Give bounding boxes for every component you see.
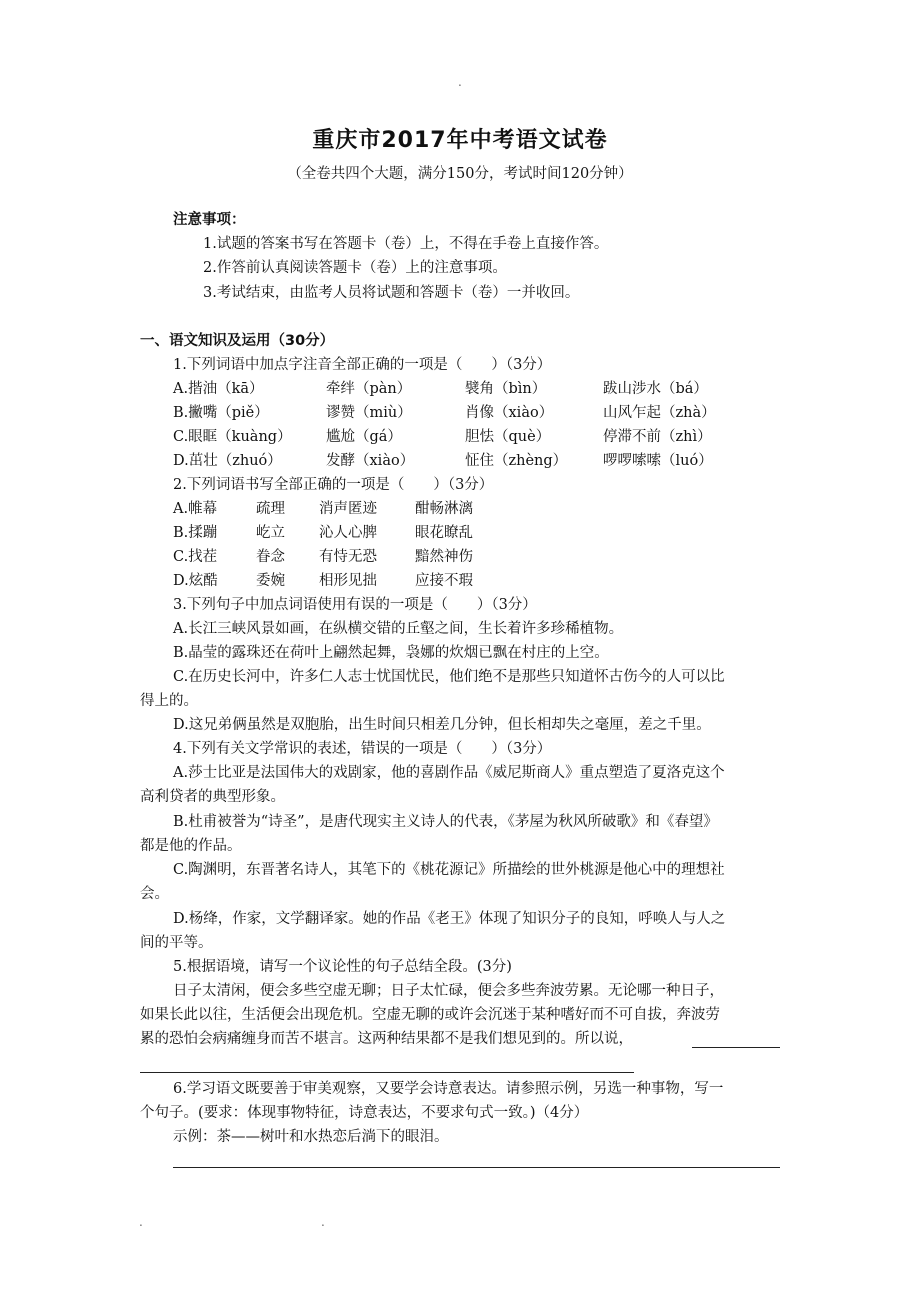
section-heading: 一、语文知识及运用（30分） xyxy=(140,333,335,349)
option-term: A.帷幕 xyxy=(173,501,218,517)
question-4-option-a-cont: 高利贷者的典型形象。 xyxy=(140,789,285,805)
question-6-example: 示例：茶——树叶和水热恋后淌下的眼泪。 xyxy=(173,1129,449,1145)
option-term: 委婉 xyxy=(256,573,285,589)
option-term: B.揉蹦 xyxy=(173,525,218,541)
option-term: 消声匿迹 xyxy=(319,501,377,517)
option-term: C.眼眶（kuàng） xyxy=(173,429,292,445)
question-2-stem: 2.下列词语书写全部正确的一项是（ ）（3分） xyxy=(173,477,494,493)
option-term: 酣畅淋漓 xyxy=(415,501,473,517)
question-5-passage: 累的恐怕会病痛缠身而苦不堪言。这两种结果都不是我们想见到的。所以说， xyxy=(140,1031,633,1047)
exam-title: 重庆市2017年中考语文试卷 xyxy=(312,128,608,153)
question-6-stem: 6.学习语文既要善于审美观察，又要学会诗意表达。请参照示例，另选一种事物，写一 xyxy=(173,1081,724,1097)
answer-line[interactable] xyxy=(140,1072,634,1073)
option-term: 黯然神伤 xyxy=(415,549,473,565)
option-term: 牵绊（pàn） xyxy=(326,381,412,397)
notice-item: 2.作答前认真阅读答题卡（卷）上的注意事项。 xyxy=(203,260,507,276)
header-dot: . xyxy=(458,75,462,89)
option-term: 襞角（bìn） xyxy=(465,381,547,397)
question-6-stem-cont: 个句子。(要求：体现事物特征，诗意表达，不要求句式一致。)（4分） xyxy=(140,1105,589,1121)
footer-dot: . xyxy=(321,1215,325,1229)
question-3-option-c-cont: 得上的。 xyxy=(140,693,198,709)
answer-line[interactable] xyxy=(692,1047,780,1048)
question-5-passage: 如果长此以往，生活便会出现危机。空虚无聊的或许会沉迷于某种嗜好而不可自拔，奔波劳 xyxy=(140,1007,720,1023)
footer-dot: . xyxy=(139,1215,143,1229)
notice-item: 1.试题的答案书写在答题卡（卷）上，不得在手卷上直接作答。 xyxy=(203,236,609,252)
question-3-stem: 3.下列句子中加点词语使用有误的一项是（ ）（3分） xyxy=(173,597,537,613)
answer-line[interactable] xyxy=(173,1167,780,1168)
option-term: 疏理 xyxy=(256,501,285,517)
option-term: 相形见拙 xyxy=(319,573,377,589)
question-4-stem: 4.下列有关文学常识的表述，错误的一项是（ ）（3分） xyxy=(173,741,552,757)
option-term: B.撇嘴（piě） xyxy=(173,405,269,421)
option-term: 停滞不前（zhì） xyxy=(603,429,712,445)
option-term: A.揩油（kā） xyxy=(173,381,264,397)
notice-item: 3.考试结束，由监考人员将试题和答题卡（卷）一并收回。 xyxy=(203,285,580,301)
option-term: 有恃无恐 xyxy=(319,549,377,565)
question-3-option-d: D.这兄弟俩虽然是双胞胎，出生时间只相差几分钟，但长相却失之毫厘，差之千里。 xyxy=(173,717,711,733)
question-3-option-a: A.长江三峡风景如画，在纵横交错的丘壑之间，生长着许多珍稀植物。 xyxy=(173,621,624,637)
question-5-stem: 5.根据语境，请写一个议论性的句子总结全段。(3分) xyxy=(173,959,512,975)
option-term: 尴尬（gá） xyxy=(326,429,402,445)
question-4-option-b-cont: 都是他的作品。 xyxy=(140,838,242,854)
option-term: D.炫酷 xyxy=(173,573,218,589)
option-term: 肖像（xiào） xyxy=(465,405,554,421)
option-term: D.茁壮（zhuó） xyxy=(173,453,282,469)
option-term: 山风乍起（zhà） xyxy=(603,405,716,421)
option-term: 发酵（xiào） xyxy=(326,453,415,469)
question-4-option-c: C.陶渊明，东晋著名诗人，其笔下的《桃花源记》所描绘的世外桃源是他心中的理想社 xyxy=(173,862,725,878)
option-term: 跋山涉水（bá） xyxy=(603,381,708,397)
question-4-option-b: B.杜甫被誉为“诗圣”，是唐代现实主义诗人的代表，《茅屋为秋风所破歌》和《春望》 xyxy=(173,814,718,830)
exam-subtitle: （全卷共四个大题，满分150分，考试时间120分钟） xyxy=(287,166,633,182)
option-term: C.找茬 xyxy=(173,549,218,565)
option-term: 谬赞（miù） xyxy=(326,405,412,421)
question-4-option-c-cont: 会。 xyxy=(140,886,169,902)
question-3-option-b: B.晶莹的露珠还在荷叶上翩然起舞，袅娜的炊烟已飘在村庄的上空。 xyxy=(173,645,609,661)
option-term: 沁人心脾 xyxy=(319,525,377,541)
question-1-stem: 1.下列词语中加点字注音全部正确的一项是（ ）（3分） xyxy=(173,357,552,373)
option-term: 应接不瑕 xyxy=(415,573,473,589)
question-5-passage: 日子太清闲，便会多些空虚无聊；日子太忙碌，便会多些奔波劳累。无论哪一种日子， xyxy=(173,983,724,999)
option-term: 屹立 xyxy=(256,525,285,541)
option-term: 眷念 xyxy=(256,549,285,565)
question-4-option-d: D.杨绛，作家，文学翻译家。她的作品《老王》体现了知识分子的良知，呼唤人与人之 xyxy=(173,911,726,927)
option-term: 眼花瞭乱 xyxy=(415,525,473,541)
question-3-option-c: C.在历史长河中，许多仁人志士忧国忧民，他们绝不是那些只知道怀古伤今的人可以比 xyxy=(173,669,725,685)
option-term: 胆怯（què） xyxy=(465,429,551,445)
question-4-option-d-cont: 间的平等。 xyxy=(140,935,213,951)
option-term: 啰啰嗦嗦（luó） xyxy=(603,453,713,469)
notice-heading: 注意事项： xyxy=(173,212,246,228)
question-4-option-a: A.莎士比亚是法国伟大的戏剧家，他的喜剧作品《威尼斯商人》重点塑造了夏洛克这个 xyxy=(173,765,725,781)
option-term: 怔住（zhèng） xyxy=(465,453,568,469)
